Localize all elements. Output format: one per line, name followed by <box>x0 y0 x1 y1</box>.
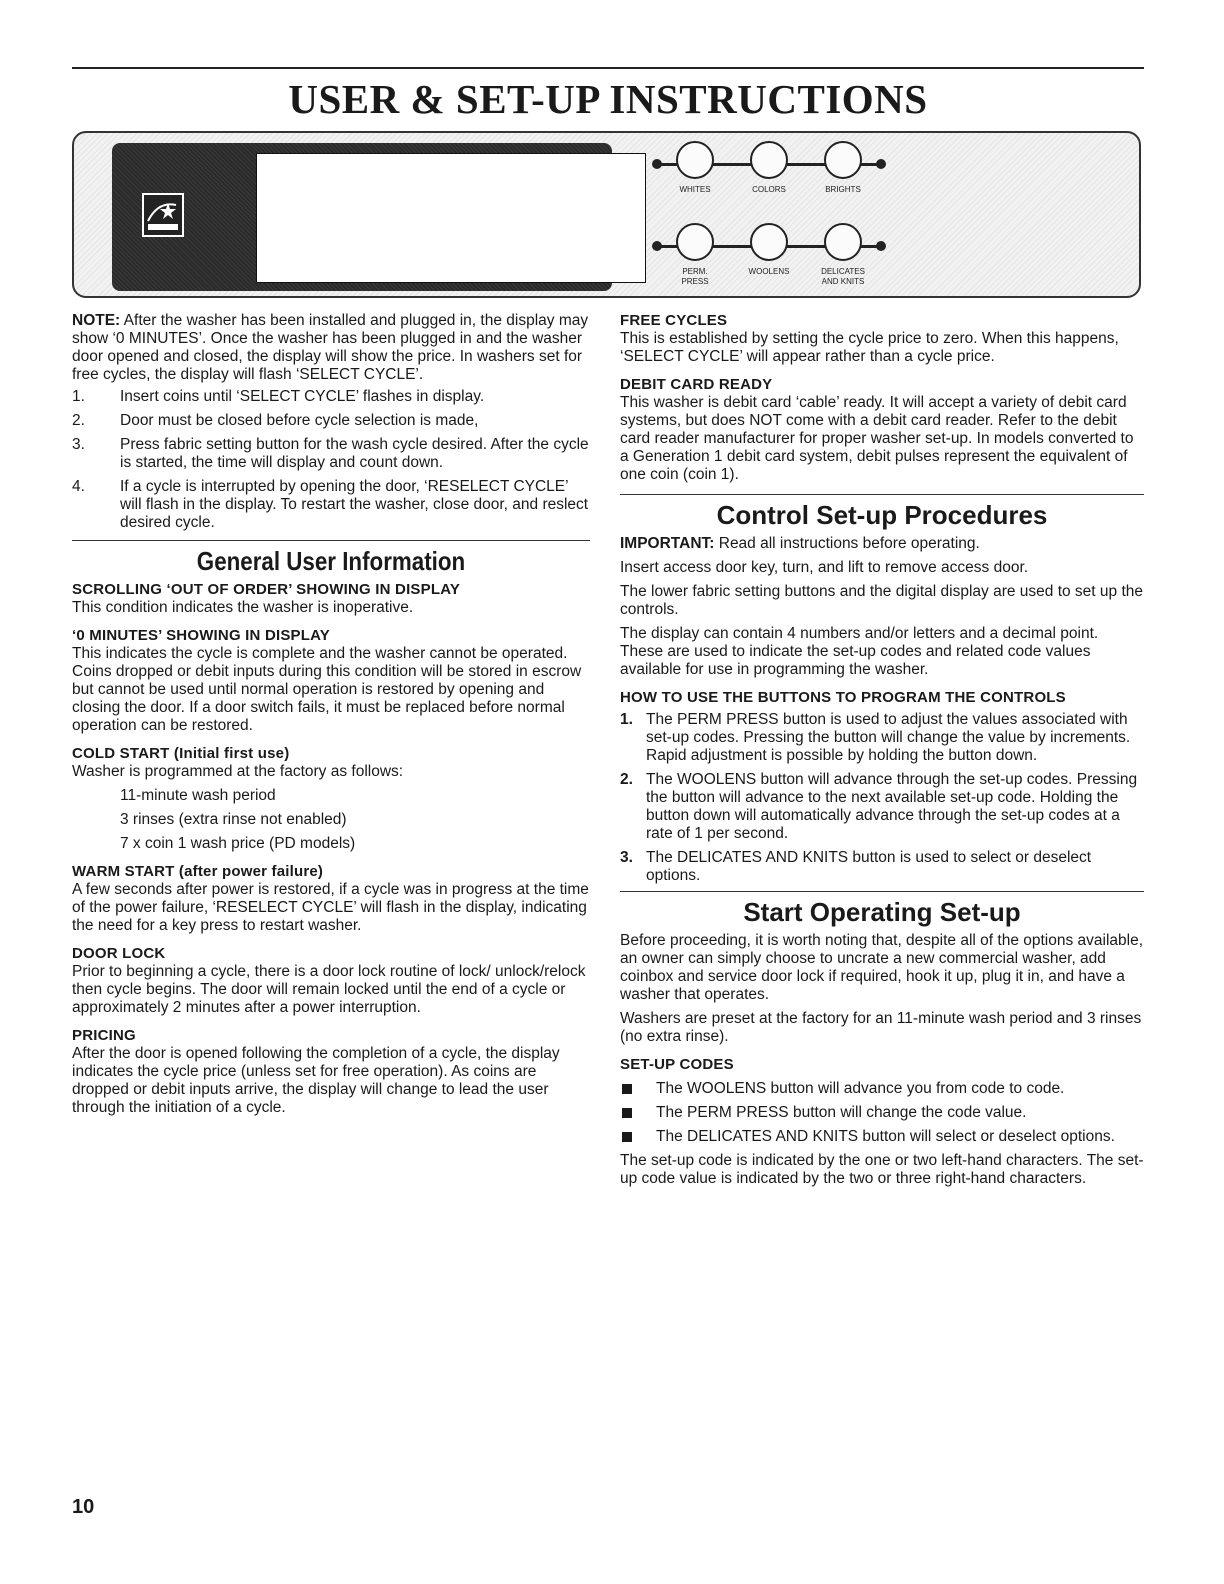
setup-code-explanation: The set-up code is indicated by the one or two left-hand characters. The set-up code value is indicated by the two or three right-hand characters. <box>620 1152 1144 1187</box>
note-text: After the washer has been installed and plugged in, the display may show ‘0 MINUTES’. Once the washer has been plugged in and the washer door opened and closed, the display will show the price. In washers set for free cycles, the display will flash ‘SELECT CYCLE’. <box>72 312 589 383</box>
energy-star-logo <box>142 193 184 237</box>
woolens-button[interactable] <box>750 223 788 261</box>
howto-steps <box>620 711 1144 885</box>
whites-label: WHITES <box>679 185 711 194</box>
colors-button[interactable] <box>750 141 788 179</box>
fabric-button-row-top <box>654 141 884 201</box>
list-item: 2. Door must be closed before cycle selection is made, <box>72 412 479 429</box>
zero-minutes-heading: ‘0 MINUTES’ SHOWING IN DISPLAY <box>72 627 330 644</box>
section-divider <box>72 540 590 541</box>
cold-start-item: 3 rinses (extra rinse not enabled) <box>120 811 347 828</box>
cold-start-item: 11-minute wash period <box>120 787 276 804</box>
important-paragraph: IMPORTANT: Read all instructions before operating. <box>620 535 980 552</box>
delicates-knits-button[interactable] <box>824 223 862 261</box>
delicates-knits-label: DELICATES AND KNITS <box>821 267 865 286</box>
control-panel-illustration <box>72 131 1141 298</box>
page-title: USER & SET-UP INSTRUCTIONS <box>288 76 928 122</box>
digital-display <box>256 153 646 283</box>
note-label: NOTE: <box>72 312 121 329</box>
list-item: 2. The WOOLENS button will advance through the set-up codes. Pressing the button will advance to the next available set-up code. Holding the button down will automatically advance through the set-up codes at a rate of 1 per second. <box>620 771 1138 842</box>
right-column <box>620 312 1144 1188</box>
woolens-label: WOOLENS <box>748 267 790 276</box>
cold-start-text: Washer is programmed at the factory as follows: <box>72 763 404 780</box>
start-para-1: Before proceeding, it is worth noting that, despite all of the options available, an owner can simply choose to uncrate a new commercial washer, add coinbox and service door lock if required, hook it up, plug it in, and have a washer that operates. <box>620 932 1144 1003</box>
pricing-text: After the door is opened following the completion of a cycle, the display indicates the cycle price (unless set for free operation). As coins are dropped or debit inputs arrive, the display will change to lead the user through the initiation of a cycle. <box>72 1045 560 1116</box>
door-lock-text: Prior to beginning a cycle, there is a door lock routine of lock/ unlock/relock then cycle begins. The door will remain locked until the end of a cycle or approximately 2 minutes after a power interruption. <box>72 963 586 1016</box>
section-divider <box>620 494 1144 495</box>
setup-codes-heading: SET-UP CODES <box>620 1056 734 1073</box>
perm-press-label: PERM. PRESS <box>681 267 709 286</box>
list-item: The WOOLENS button will advance you from code to code. <box>620 1080 1144 1098</box>
display-frame <box>112 143 612 291</box>
debit-card-text: This washer is debit card ‘cable’ ready. It will accept a variety of debit card systems, but does NOT come with a debit card reader. Refer to the debit card reader manufacturer for proper washer set-up. In models converted to a Generation 1 debit card system, debit pulses represent the equivalent of one coin (coin 1). <box>620 394 1134 483</box>
section-divider <box>620 891 1144 892</box>
brights-button[interactable] <box>824 141 862 179</box>
left-column <box>72 312 590 1117</box>
door-lock-heading: DOOR LOCK <box>72 945 166 962</box>
list-item: 3. The DELICATES AND KNITS button is used to select or deselect options. <box>620 849 1092 884</box>
fabric-buttons <box>654 141 884 291</box>
list-item: The DELICATES AND KNITS button will select or deselect options. <box>620 1128 1144 1146</box>
scrolling-heading: SCROLLING ‘OUT OF ORDER’ SHOWING IN DISPLAY <box>72 581 461 598</box>
start-operating-heading: Start Operating Set-up <box>743 897 1021 927</box>
general-user-information-heading: General User Information <box>196 546 466 576</box>
setup-codes-list <box>620 1080 1144 1146</box>
top-rule <box>72 67 1144 69</box>
control-setup-heading: Control Set-up Procedures <box>716 500 1048 530</box>
perm-press-button[interactable] <box>676 223 714 261</box>
whites-button[interactable] <box>676 141 714 179</box>
user-steps <box>72 388 590 532</box>
warm-start-text: A few seconds after power is restored, if a cycle was in progress at the time of the power failure, ‘RESELECT CYCLE’ will flash in the display, indicating the need for a key press to restart washer. <box>72 881 589 934</box>
warm-start-heading: WARM START (after power failure) <box>72 863 324 880</box>
free-cycles-text: This is established by setting the cycle price to zero. When this happens, ‘SELECT CYCLE’ will appear rather than a cycle price. <box>620 330 1119 365</box>
cold-start-heading: COLD START (Initial first use) <box>72 745 290 762</box>
list-item: 1. The PERM PRESS button is used to adjust the values associated with set-up codes. Pressing the button will change the value by increments. Rapid adjustment is possible by holding the button down. <box>620 711 1131 764</box>
howto-heading: HOW TO USE THE BUTTONS TO PROGRAM THE CONTROLS <box>620 689 1066 706</box>
page-number: 10 <box>72 1496 95 1518</box>
important-label: IMPORTANT: <box>620 535 715 552</box>
note-paragraph <box>72 312 590 384</box>
list-item: 4. If a cycle is interrupted by opening the door, ‘RESELECT CYCLE’ will flash in the display. To restart the washer, close door, and reslect desired cycle. <box>72 478 589 531</box>
display-content-text: The display can contain 4 numbers and/or letters and a decimal point. These are used to indicate the set-up codes and related code values available for use in programming the washer. <box>620 625 1099 678</box>
list-item: 3. Press fabric setting button for the wash cycle desired. After the cycle is started, the time will display and count down. <box>72 436 589 471</box>
zero-minutes-text: This indicates the cycle is complete and the washer cannot be operated. Coins dropped or debit inputs during this condition will be stored in escrow but cannot be used until normal operation is restored by opening and closing the door. If a door switch fails, it must be replaced before normal operation can be restored. <box>72 645 582 734</box>
scrolling-text: This condition indicates the washer is inoperative. <box>72 599 414 616</box>
colors-label: COLORS <box>752 185 786 194</box>
cold-start-item: 7 x coin 1 wash price (PD models) <box>120 835 356 852</box>
fabric-button-row-bottom <box>654 223 884 286</box>
free-cycles-heading: FREE CYCLES <box>620 312 728 329</box>
pricing-heading: PRICING <box>72 1027 136 1044</box>
brights-label: BRIGHTS <box>825 185 861 194</box>
list-item: 1. Insert coins until ‘SELECT CYCLE’ flashes in display. <box>72 388 485 405</box>
access-door-text: Insert access door key, turn, and lift to remove access door. <box>620 559 1029 576</box>
debit-card-heading: DEBIT CARD READY <box>620 376 773 393</box>
start-para-2: Washers are preset at the factory for an 11-minute wash period and 3 rinses (no extra rinse). <box>620 1010 1142 1045</box>
buttons-display-text: The lower fabric setting buttons and the digital display are used to set up the controls. <box>620 583 1144 618</box>
list-item: The PERM PRESS button will change the code value. <box>620 1104 1144 1122</box>
